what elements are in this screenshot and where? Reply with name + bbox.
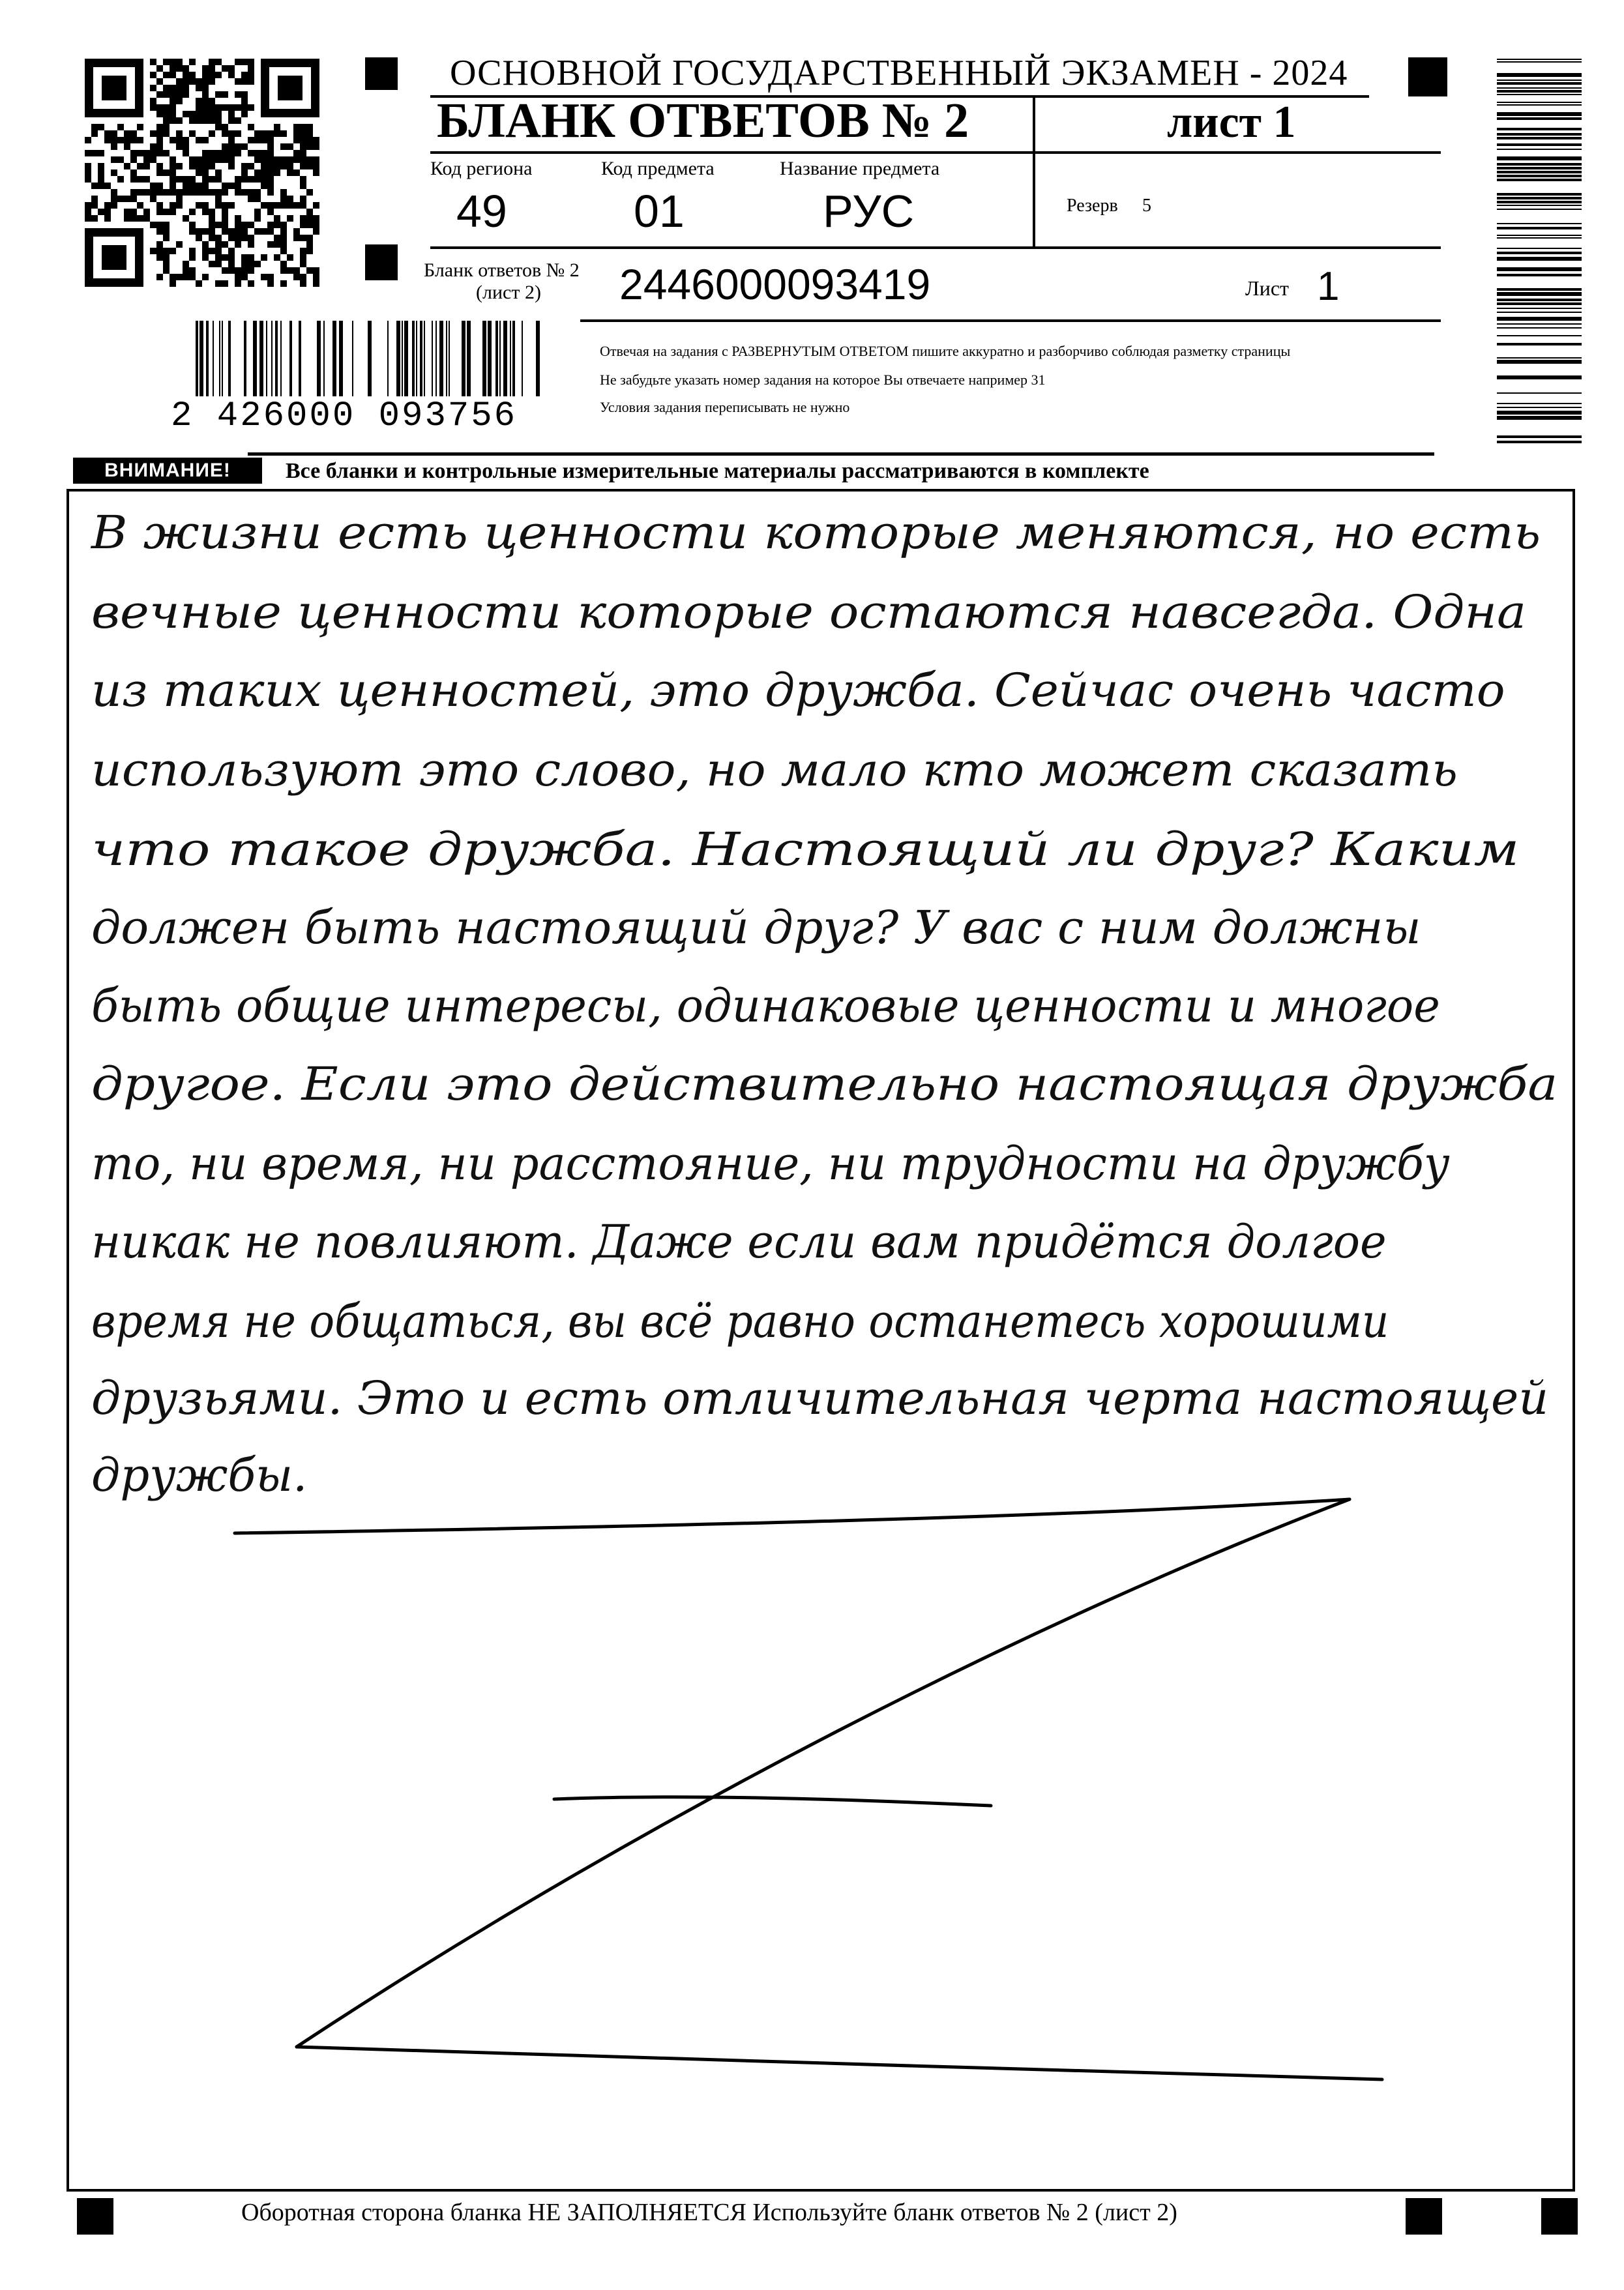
subject-code-label: Код предмета bbox=[601, 158, 715, 179]
answer-line: из таких ценностей, это дружба. Сейчас очень часто bbox=[91, 664, 1505, 717]
answer-line: никак не повлияют. Даже если вам придётся долгое bbox=[91, 1215, 1387, 1269]
answer-line: должен быть настоящий друг? У вас с ним должны bbox=[91, 901, 1421, 954]
sheet-title: лист 1 bbox=[1167, 97, 1296, 147]
instruction-line: Отвечая на задания с РАЗВЕРНУТЫМ ОТВЕТОМ пишите аккуратно и разборчиво соблюдая разметку страницы bbox=[600, 343, 1291, 359]
region-label: Код региона bbox=[430, 158, 533, 179]
answer-line: что такое дружба. Настоящий ли друг? Каким bbox=[91, 823, 1520, 876]
warning-badge: ВНИМАНИЕ! bbox=[73, 458, 262, 484]
answer-line: друзьями. Это и есть отличительная черта настоящей bbox=[91, 1372, 1549, 1425]
footer-note: Оборотная сторона бланка НЕ ЗАПОЛНЯЕТСЯ Используйте бланк ответов № 2 (лист 2) bbox=[241, 2199, 1177, 2226]
answer-line: вечные ценности которые остаются навсегда. Одна bbox=[91, 585, 1527, 639]
answer-line: В жизни есть ценности которые меняются, но есть bbox=[91, 506, 1541, 559]
barcode-number: 2 426000 093756 bbox=[171, 396, 518, 436]
answer-line: другое. Если это действительно настоящая дружба bbox=[91, 1057, 1558, 1111]
warning-text: Все бланки и контрольные измерительные материалы рассматриваются в комплекте bbox=[286, 459, 1149, 483]
sheet2-sublabel: (лист 2) bbox=[476, 282, 541, 303]
answer-line: используют это слово, но мало кто может сказать bbox=[91, 743, 1458, 797]
reserve-label: Резерв bbox=[1067, 196, 1118, 216]
subject-code-value: 01 bbox=[634, 186, 685, 237]
exam-title: ОСНОВНОЙ ГОСУДАРСТВЕННЫЙ ЭКЗАМЕН - 2024 bbox=[450, 53, 1348, 93]
reserve-value: 5 bbox=[1142, 196, 1151, 216]
answer-line: дружбы. bbox=[91, 1448, 308, 1502]
sheet2-number: 2446000093419 bbox=[619, 260, 931, 308]
sheet2-label: Бланк ответов № 2 bbox=[424, 259, 580, 281]
instruction-line: Условия задания переписывать не нужно bbox=[600, 399, 850, 415]
subject-name-label: Название предмета bbox=[780, 158, 940, 179]
region-value: 49 bbox=[456, 186, 507, 237]
answer-line: быть общие интересы, одинаковые ценности и многое bbox=[91, 979, 1440, 1033]
answer-line: то, ни время, ни расстояние, ни трудности на дружбу bbox=[91, 1137, 1450, 1190]
instruction-line: Не забудьте указать номер задания на которое Вы отвечаете например 31 bbox=[600, 372, 1046, 388]
form-title: БЛАНК ОТВЕТОВ № 2 bbox=[437, 93, 969, 148]
answer-line: время не общаться, вы всё равно останетесь хорошими bbox=[91, 1295, 1389, 1348]
sheet-value: 1 bbox=[1317, 264, 1340, 309]
subject-name-value: РУС bbox=[823, 186, 915, 237]
sheet-label: Лист bbox=[1245, 276, 1290, 300]
